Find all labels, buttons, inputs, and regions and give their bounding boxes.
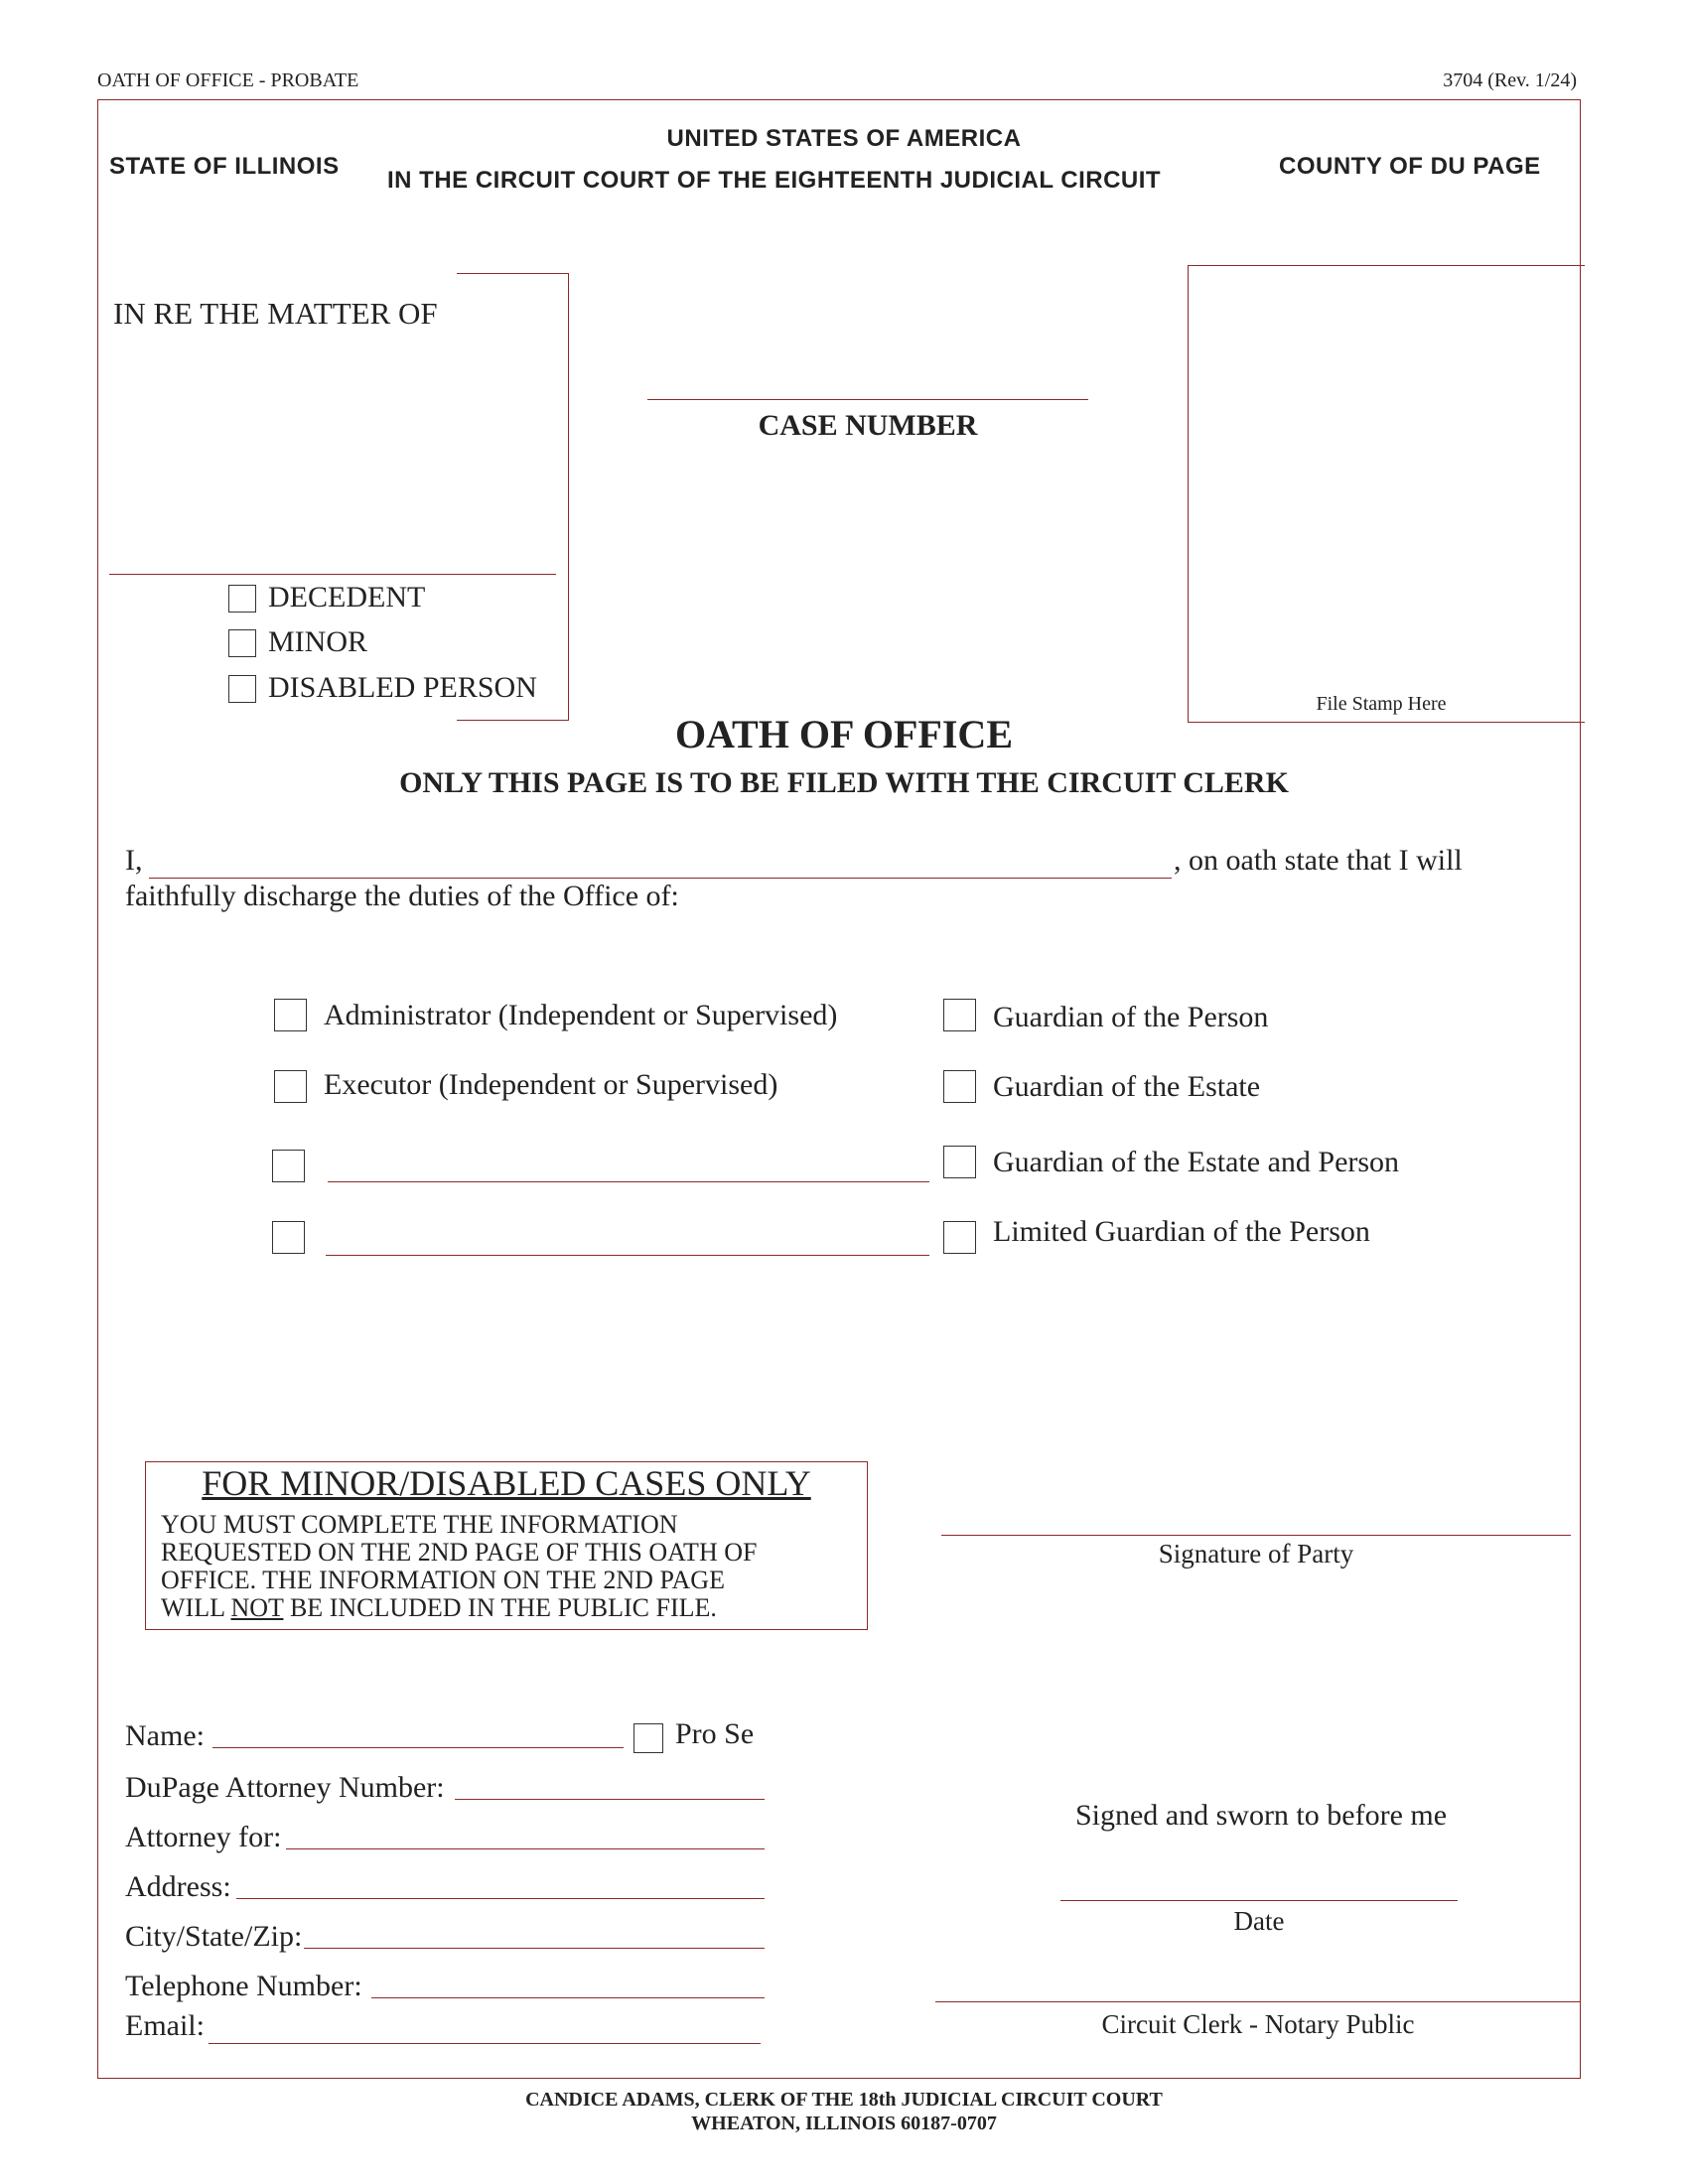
attorney-number-field[interactable] [455,1799,765,1800]
name-field[interactable] [212,1747,624,1748]
date-label: Date [1233,1906,1285,1936]
other-office-field-2[interactable] [326,1255,929,1256]
oath-prefix: I, [125,844,143,877]
guardian-estate-person-label: Guardian of the Estate and Person [993,1146,1400,1178]
other-office-checkbox-2[interactable] [272,1221,305,1254]
notary-signature-field[interactable] [935,2001,1581,2002]
name-label: Name: [125,1719,205,1752]
notice-line: YOU MUST COMPLETE THE INFORMATION [161,1510,678,1539]
court-heading: IN THE CIRCUIT COURT OF THE EIGHTEENTH JUDICIAL CIRCUIT [387,167,1162,194]
minor-checkbox[interactable] [228,629,256,657]
matter-underline [109,574,556,575]
notice-line: REQUESTED ON THE 2ND PAGE OF THIS OATH OF [161,1538,758,1567]
telephone-field[interactable] [371,1997,765,1998]
page-title: OATH OF OFFICE [675,712,1013,756]
administrator-checkbox[interactable] [274,999,307,1031]
oath-line-two: faithfully discharge the duties of the Office of: [125,880,679,912]
date-field[interactable] [1060,1900,1458,1901]
notary-label: Circuit Clerk - Notary Public [1101,2009,1415,2039]
notice-not-emphasis: NOT [230,1593,284,1622]
caption-right-line [568,273,569,721]
notice-line: OFFICE. THE INFORMATION ON THE 2ND PAGE [161,1566,725,1594]
oath-suffix: , on oath state that I will [1174,844,1463,877]
executor-label: Executor (Independent or Supervised) [324,1068,778,1101]
footer-clerk: CANDICE ADAMS, CLERK OF THE 18th JUDICIAL CIRCUIT COURT [525,2089,1163,2111]
city-state-zip-field[interactable] [304,1948,765,1949]
signature-party-field[interactable] [941,1535,1571,1536]
attorney-number-label: DuPage Attorney Number: [125,1771,445,1804]
country-heading: UNITED STATES OF AMERICA [666,125,1022,152]
telephone-label: Telephone Number: [125,1970,362,2002]
matter-name-field[interactable] [109,328,556,566]
footer-address: WHEATON, ILLINOIS 60187-0707 [691,2113,997,2134]
decedent-checkbox[interactable] [228,585,256,613]
limited-guardian-label: Limited Guardian of the Person [993,1215,1370,1248]
attorney-for-label: Attorney for: [125,1821,282,1853]
oath-name-field[interactable] [149,878,1172,879]
pro-se-label: Pro Se [675,1717,755,1750]
disabled-person-checkbox[interactable] [228,675,256,703]
state-heading: STATE OF ILLINOIS [109,153,340,180]
guardian-person-label: Guardian of the Person [993,1001,1269,1033]
executor-checkbox[interactable] [274,1070,307,1103]
address-label: Address: [125,1870,231,1903]
email-label: Email: [125,2009,205,2042]
case-number-label: CASE NUMBER [758,409,978,442]
other-office-field-1[interactable] [328,1181,929,1182]
attorney-for-field[interactable] [286,1848,765,1849]
notice-title: FOR MINOR/DISABLED CASES ONLY [202,1463,811,1503]
pro-se-checkbox[interactable] [633,1723,663,1753]
form-number: 3704 (Rev. 1/24) [1443,69,1577,91]
file-stamp-box [1188,265,1585,723]
limited-guardian-checkbox[interactable] [943,1221,976,1254]
page-subtitle: ONLY THIS PAGE IS TO BE FILED WITH THE CIRCUIT CLERK [399,766,1289,799]
other-office-checkbox-1[interactable] [272,1150,305,1182]
notice-text [161,1511,757,1622]
notice-line: WILL NOT BE INCLUDED IN THE PUBLIC FILE. [161,1593,717,1622]
form-name: OATH OF OFFICE - PROBATE [97,69,359,91]
city-state-zip-label: City/State/Zip: [125,1920,303,1953]
guardian-estate-checkbox[interactable] [943,1070,976,1103]
minor-label: MINOR [268,625,368,658]
county-heading: COUNTY OF DU PAGE [1279,153,1541,180]
sworn-label: Signed and sworn to before me [1074,1799,1448,1832]
administrator-label: Administrator (Independent or Supervised) [324,999,838,1031]
address-field[interactable] [236,1898,765,1899]
guardian-person-checkbox[interactable] [943,999,976,1031]
in-re-label: IN RE THE MATTER OF [113,296,438,331]
caption-top-line [457,273,569,274]
file-stamp-label: File Stamp Here [1316,693,1447,715]
email-field[interactable] [209,2043,761,2044]
case-number-field[interactable] [647,399,1088,400]
disabled-person-label: DISABLED PERSON [268,671,537,704]
decedent-label: DECEDENT [268,581,426,614]
signature-party-label: Signature of Party [1158,1539,1354,1569]
guardian-estate-person-checkbox[interactable] [943,1146,976,1178]
guardian-estate-label: Guardian of the Estate [993,1070,1261,1103]
